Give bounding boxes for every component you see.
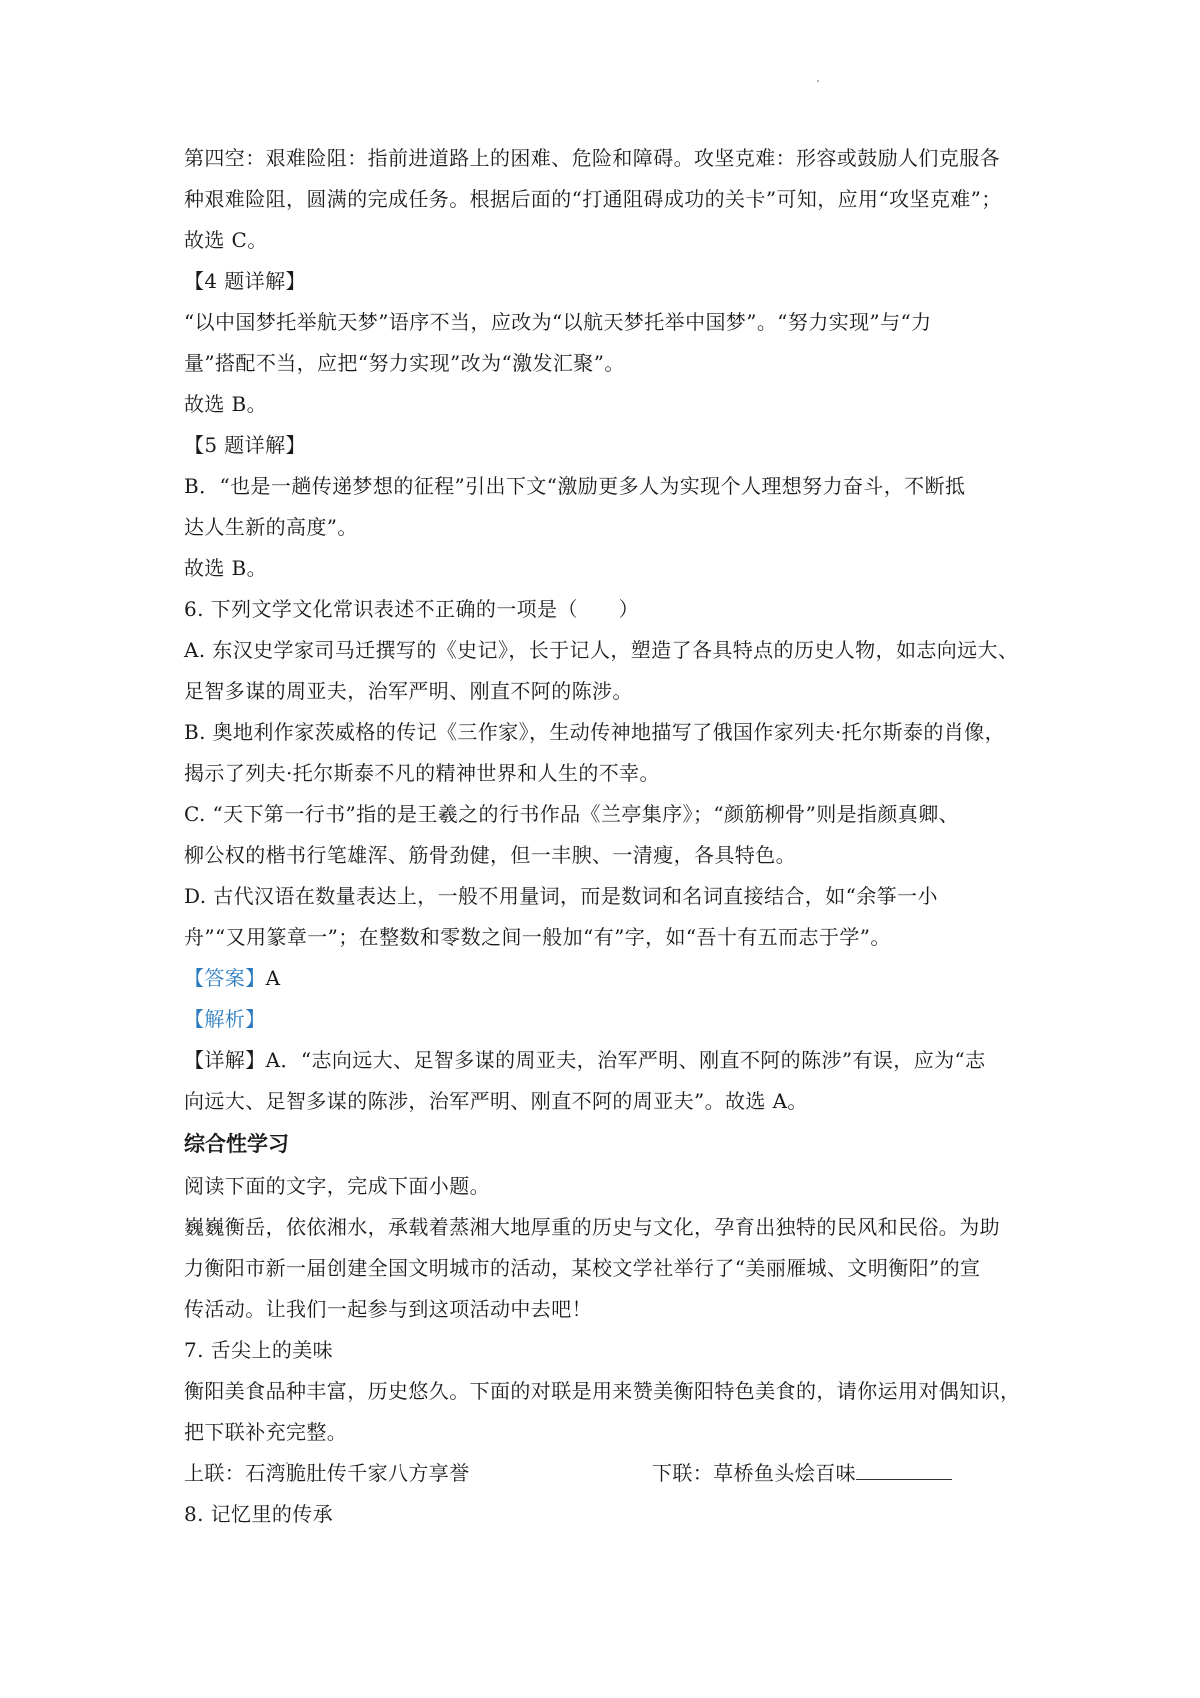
question-6-stem: 6. 下列文学文化常识表述不正确的一项是（ ） [184, 597, 640, 621]
text-line: B．“也是一趟传递梦想的征程”引出下文“激励更多人为实现个人理想努力奋斗，不断抵 [184, 474, 966, 498]
answer-blank[interactable] [856, 1461, 952, 1480]
text-line: 向远大、足智多谋的陈涉，治军严明、刚直不阿的周亚夫”。故选 A。 [184, 1089, 808, 1113]
document-page [184, 138, 1034, 1535]
question-5-detail-heading: 【5 题详解】 [184, 433, 306, 457]
detail-line [184, 1040, 1034, 1081]
text-line: 种艰难险阻，圆满的完成任务。根据后面的“打通阻碍成功的关卡”可知，应用“攻坚克难”； [184, 187, 1002, 211]
text-line: 量”搭配不当，应把“努力实现”改为“激发汇聚”。 [184, 351, 625, 375]
scan-dot-top [817, 80, 819, 82]
text-line: 阅读下面的文字，完成下面小题。 [184, 1174, 490, 1198]
text-line: “以中国梦托举航天梦”语序不当，应改为“以航天梦托举中国梦”。“努力实现”与“力 [184, 310, 932, 334]
text-line: 把下联补充完整。 [184, 1420, 348, 1444]
text-line: 力衡阳市新一届创建全国文明城市的活动，某校文学社举行了“美丽雁城、文明衡阳”的宣 [184, 1256, 981, 1280]
couplet-row [184, 1453, 1034, 1494]
text-line: 第四空：艰难险阻：指前进道路上的困难、危险和障碍。攻坚克难：形容或鼓励人们克服各 [184, 146, 1000, 170]
answer-line [184, 958, 1034, 999]
option-b: B. 奥地利作家茨威格的传记《三作家》，生动传神地描写了俄国作家列夫·托尔斯泰的肖像， [184, 720, 1005, 744]
couplet-upper: 上联：石湾脆肚传千家八方享誉 [184, 1461, 470, 1485]
text-line: 故选 B。 [184, 556, 268, 580]
text-line: 故选 B。 [184, 392, 268, 416]
option-d-cont: 舟”“又用篆章一”；在整数和零数之间一般加“有”字，如“吾十有五而志于学”。 [184, 925, 891, 949]
analysis-label: 【解析】 [184, 1007, 266, 1031]
text-line: 巍巍衡岳，依依湘水，承载着蒸湘大地厚重的历史与文化，孕育出独特的民风和民俗。为助 [184, 1215, 1000, 1239]
question-8-title: 8. 记忆里的传承 [184, 1502, 334, 1526]
answer-value: A [265, 966, 281, 990]
option-a: A. 东汉史学家司马迁撰写的《史记》，长于记人，塑造了各具特点的历史人物，如志向远大、 [184, 638, 1019, 662]
question-4-detail-heading: 【4 题详解】 [184, 269, 306, 293]
option-b-cont: 揭示了列夫·托尔斯泰不凡的精神世界和人生的不幸。 [184, 761, 660, 785]
text-line: 衡阳美食品种丰富，历史悠久。下面的对联是用来赞美衡阳特色美食的，请你运用对偶知识， [184, 1379, 1021, 1403]
detail-label: 【详解】 [184, 1048, 266, 1072]
question-7-title: 7. 舌尖上的美味 [184, 1338, 334, 1362]
option-a-cont: 足智多谋的周亚夫，治军严明、刚直不阿的陈涉。 [184, 679, 633, 703]
option-c-cont: 柳公权的楷书行笔雄浑、筋骨劲健，但一丰腴、一清瘦，各具特色。 [184, 843, 796, 867]
text-line: 故选 C。 [184, 228, 268, 252]
couplet-lower: 下联：草桥鱼头烩百味 [652, 1461, 856, 1485]
detail-text: A．“志向远大、足智多谋的周亚夫，治军严明、刚直不阿的陈涉”有误，应为“志 [265, 1048, 986, 1072]
section-heading: 综合性学习 [184, 1132, 289, 1156]
answer-label: 【答案】 [184, 966, 266, 990]
text-line: 达人生新的高度”。 [184, 515, 358, 539]
option-d: D. 古代汉语在数量表达上，一般不用量词，而是数词和名词直接结合，如“余筝一小 [184, 884, 938, 908]
couplet-lower-wrap [652, 1453, 952, 1494]
text-line: 传活动。让我们一起参与到这项活动中去吧！ [184, 1297, 592, 1321]
option-c: C. “天下第一行书”指的是王羲之的行书作品《兰亭集序》；“颜筋柳骨”则是指颜真卿、 [184, 802, 960, 826]
